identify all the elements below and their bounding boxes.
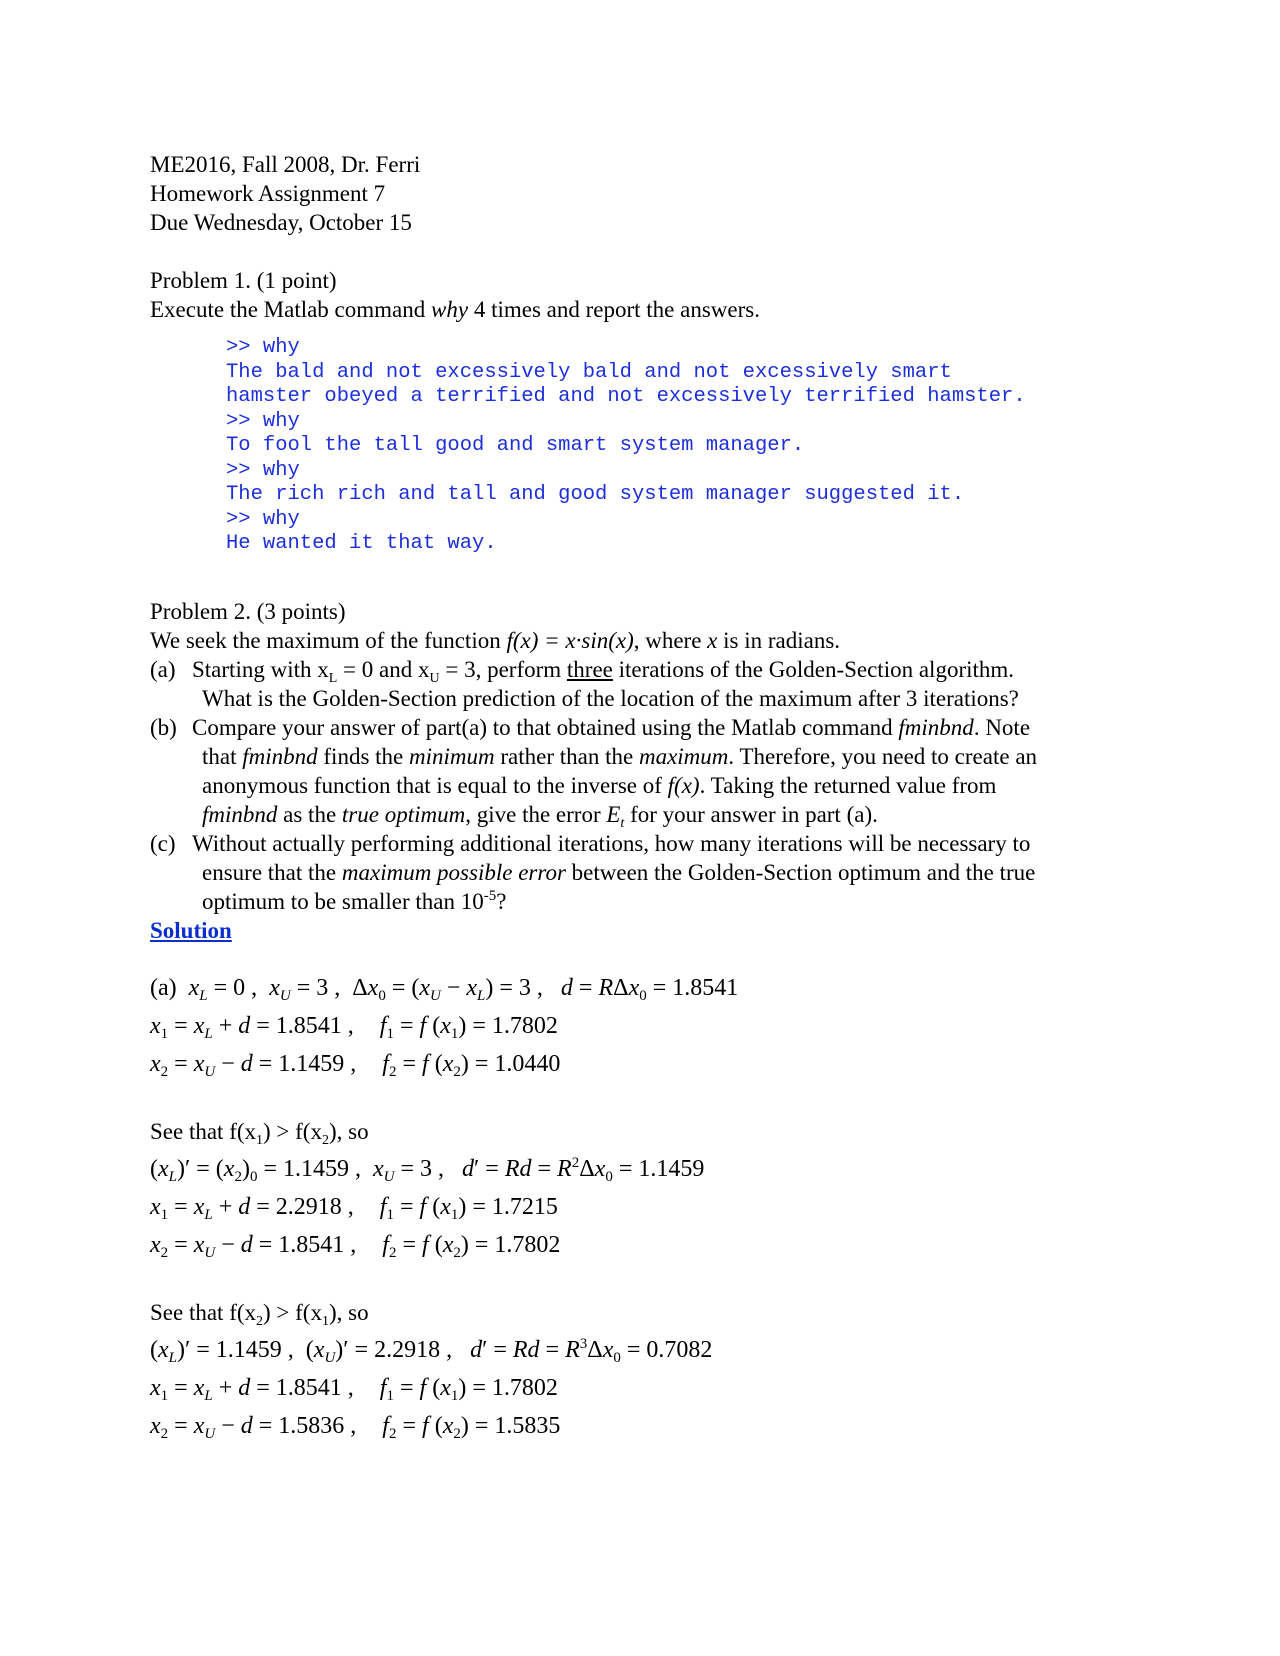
code-line: The rich rich and tall and good system manager suggested it. <box>226 483 965 506</box>
iter3-x1: $x_1 = x_L + d = 1.8541$ , $f_1 = f$ $(x_1) = 1.7802$ <box>150 1374 558 1404</box>
code-line: >> why <box>226 507 300 531</box>
part-a: (a) Starting with $x_L = 0$ and $x_U = 3$, perform three iterations of the Golden-Section algorithm. What is the Golden-Section prediction of the location of the maximum after 3 iterations? <box>150 656 1019 711</box>
iter2-x1: $x_1 = x_L + d = 2.2918$ , $f_1 = f$ $(x_1) = 1.7215$ <box>150 1193 558 1223</box>
problem2-title: Problem 2. (3 points) <box>150 598 346 624</box>
iter2-setup: $(x_L)' = (x_2)_0 = 1.1459$ , $x_U = 3$ , $d' = Rd = R^2\Delta x_0 = 1.1459$ <box>150 1154 705 1185</box>
code-line: The bald and not excessively bald and not excessively smart <box>226 360 952 384</box>
iter1-x1: $x_1 = x_L + d = 1.8541$ , $f_1 = f$ $(x_1) = 1.7802$ <box>150 1012 558 1042</box>
code-line: To fool the tall good and smart system manager. <box>226 434 805 457</box>
matlab-output <box>226 336 1130 557</box>
code-line: >> why <box>226 409 300 433</box>
problem2-intro: We seek the maximum of the function f(x) = x·sin(x), where x is in radians. <box>150 627 841 653</box>
code-line: >> why <box>226 336 300 359</box>
code-line: hamster obeyed a terrified and not excessively terrified hamster. <box>226 385 1026 408</box>
solution-iteration-3 <box>150 1331 1130 1445</box>
code-line: He wanted it that way. <box>226 532 497 555</box>
course-header: ME2016, Fall 2008, Dr. Ferri <box>150 152 421 177</box>
iter3-setup: $(x_L)' = 1.1459$ , $(x_U)' = 2.2918$ , $d' = Rd = R^3\Delta x_0 = 0.7082$ <box>150 1335 713 1366</box>
part-b: (b) Compare your answer of part(a) to that obtained using the Matlab command fminbnd. Note that fminbnd finds the minimum rather than the maximum. Therefore, you need to create an anonymous function that is equal to the inverse of f(x). Taking the returned value from fminbnd as the true optimum, give the error $E_t$ for your answer in part (a). <box>150 714 1038 831</box>
solution-link[interactable]: Solution <box>150 917 232 943</box>
iter1-setup: (a) $x_L = 0$ , $x_U = 3$ , $\Delta x_0 = (x_U - x_L) = 3$ , d = RΔx$_0$ = 1.8541 <box>150 974 739 1004</box>
document-page <box>150 150 1130 1445</box>
part-c: (c) Without actually performing additional iterations, how many iterations will be necessary to ensure that the maximum possible error between the Golden-Section optimum and the true optimum to be smaller than $10^{-5}$? <box>150 830 1036 914</box>
iter3-x2: $x_2 = x_U - d = 1.5836$ , $f_2 = f$ $(x_2) = 1.5835$ <box>150 1412 561 1442</box>
iter1-x2: $x_2 = x_U - d = 1.1459$ , $f_2 = f$ $(x_2) = 1.0440$ <box>150 1050 561 1080</box>
problem1-title: Problem 1. (1 point) <box>150 268 337 293</box>
why-command: why <box>431 297 469 322</box>
solution-iteration-1 <box>150 969 1130 1083</box>
problem1-text: Execute the Matlab command why 4 times and report the answers. <box>150 297 760 322</box>
code-line: >> why <box>226 458 300 482</box>
due-date: Due Wednesday, October 15 <box>150 210 412 235</box>
solution-iteration-2 <box>150 1150 1130 1264</box>
comparison-1: See that $f(x_1) > f(x_2)$, so <box>150 1118 369 1148</box>
comparison-2: See that $f(x_2) > f(x_1)$, so <box>150 1299 369 1329</box>
assignment-title: Homework Assignment 7 <box>150 181 386 206</box>
iter2-x2: $x_2 = x_U - d = 1.8541$ , $f_2 = f$ $(x_2) = 1.7802$ <box>150 1231 561 1261</box>
